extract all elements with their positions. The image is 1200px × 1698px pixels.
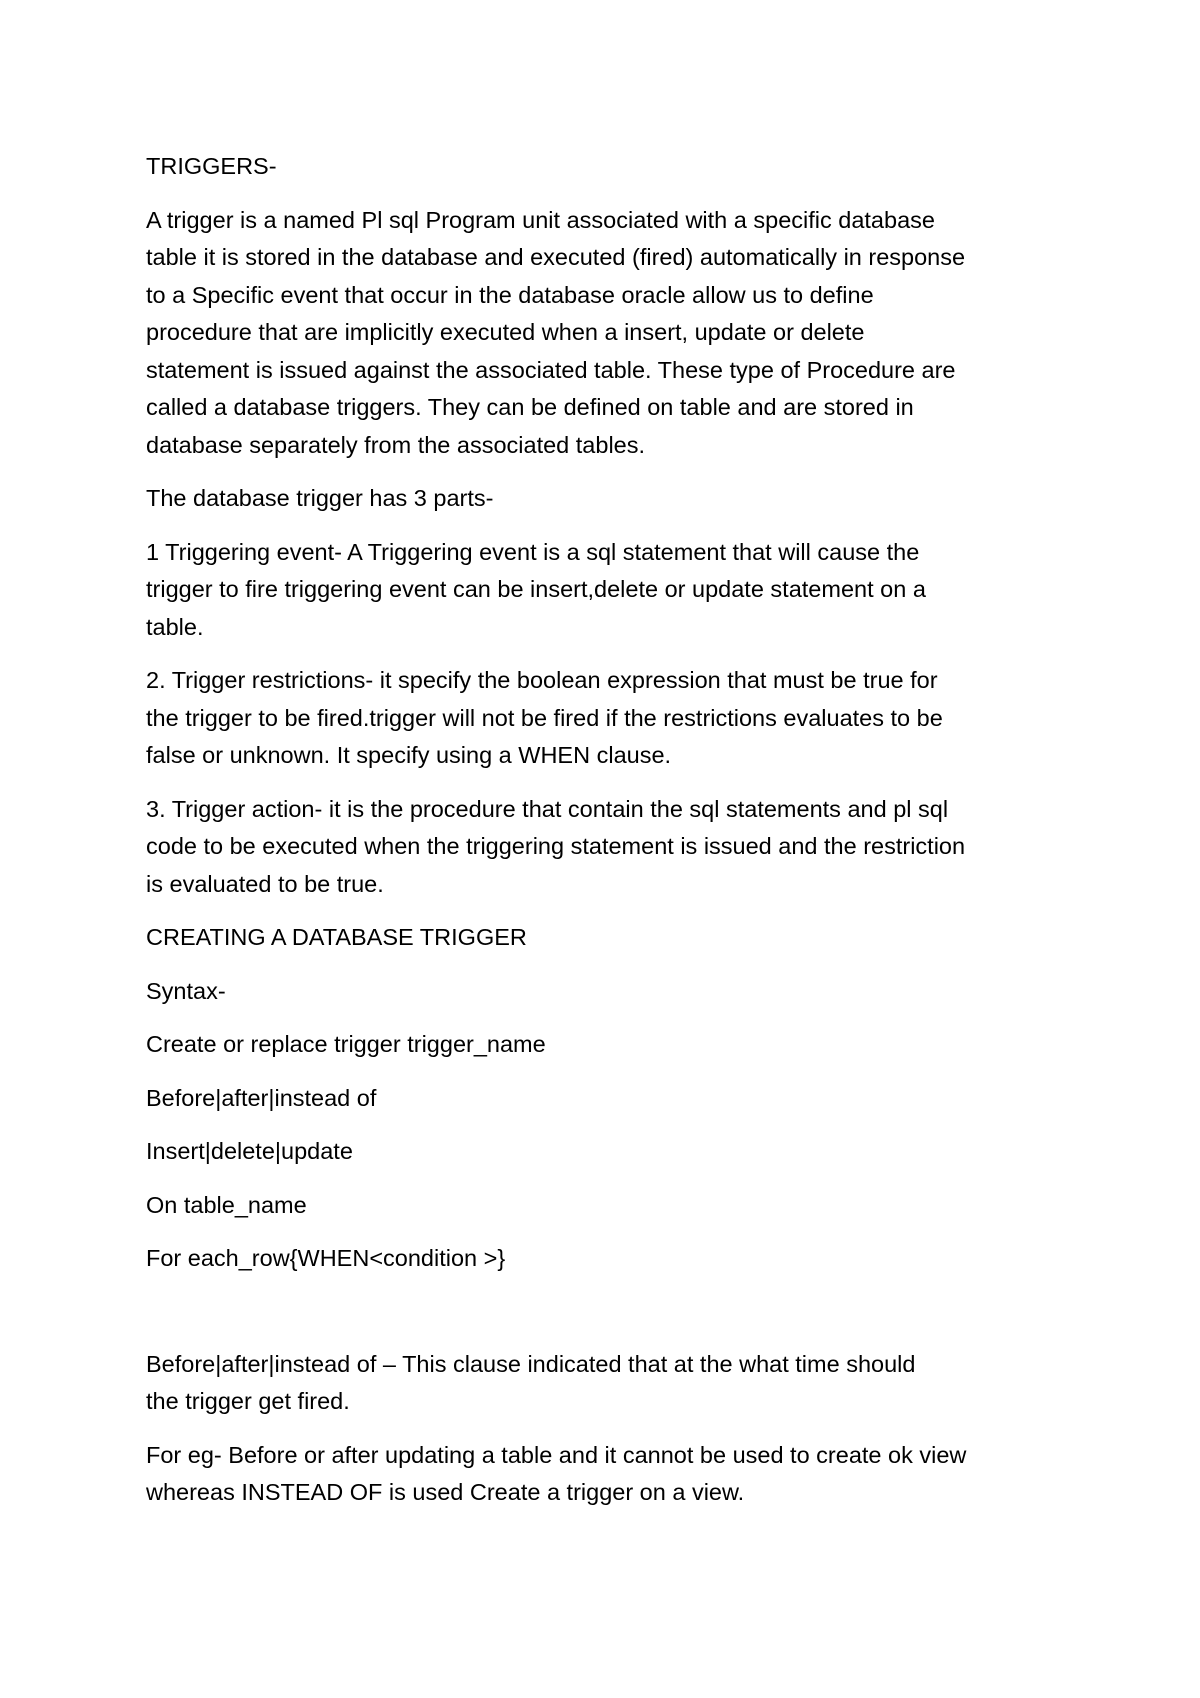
text-line: For eg- Before or after updating a table and it cannot be used to create ok view (146, 1441, 967, 1468)
text-line: 3. Trigger action- it is the procedure that contain the sql statements and pl sql (146, 795, 949, 822)
text-line: trigger to fire triggering event can be insert,delete or update statement on a (146, 576, 926, 602)
text-line: to a Specific event that occur in the database oracle allow us to define (146, 281, 874, 308)
syntax-line: Insert|delete|update (146, 1138, 353, 1164)
syntax-line: For each_row{WHEN<condition >} (146, 1245, 506, 1271)
text-line: is evaluated to be true. (146, 870, 384, 897)
creating-heading: CREATING A DATABASE TRIGGER (146, 924, 527, 950)
text-line: Before|after|instead of – This clause indicated that at the what time should (146, 1350, 916, 1377)
part-1-paragraph (146, 534, 1086, 647)
syntax-line: Create or replace trigger trigger_name (146, 1031, 546, 1057)
syntax-label: Syntax- (146, 977, 226, 1004)
text-line: A trigger is a named Pl sql Program unit associated with a specific database (146, 206, 935, 233)
intro-paragraph (146, 202, 1086, 465)
text-line: whereas INSTEAD OF is used Create a trigger on a view. (146, 1479, 745, 1505)
document-body (146, 148, 1086, 1528)
text-line: the trigger to be fired.trigger will not be fired if the restrictions evaluates to be (146, 704, 943, 731)
text-line: the trigger get fired. (146, 1388, 350, 1414)
example-paragraph (146, 1437, 1086, 1512)
syntax-line: On table_name (146, 1191, 307, 1218)
text-line: database separately from the associated tables. (146, 431, 646, 458)
text-line: table. (146, 613, 204, 640)
text-line: 1 Triggering event- A Triggering event is a sql statement that will cause the (146, 538, 920, 565)
syntax-line: Before|after|instead of (146, 1084, 377, 1111)
part-3-paragraph (146, 791, 1086, 904)
text-line: table it is stored in the database and executed (fired) automatically in response (146, 244, 966, 270)
text-line: called a database triggers. They can be defined on table and are stored in (146, 394, 914, 420)
part-2-paragraph (146, 662, 1086, 775)
clause-paragraph (146, 1346, 1086, 1421)
blank-line (146, 1294, 1086, 1346)
text-line: code to be executed when the triggering statement is issued and the restriction (146, 833, 966, 859)
text-line: statement is issued against the associated table. These type of Procedure are (146, 356, 956, 383)
text-line: procedure that are implicitly executed when a insert, update or delete (146, 319, 865, 345)
document-title: TRIGGERS- (146, 153, 277, 179)
text-line: 2. Trigger restrictions- it specify the boolean expression that must be true for (146, 667, 938, 693)
parts-heading: The database trigger has 3 parts- (146, 485, 494, 511)
text-line: false or unknown. It specify using a WHEN clause. (146, 742, 672, 768)
